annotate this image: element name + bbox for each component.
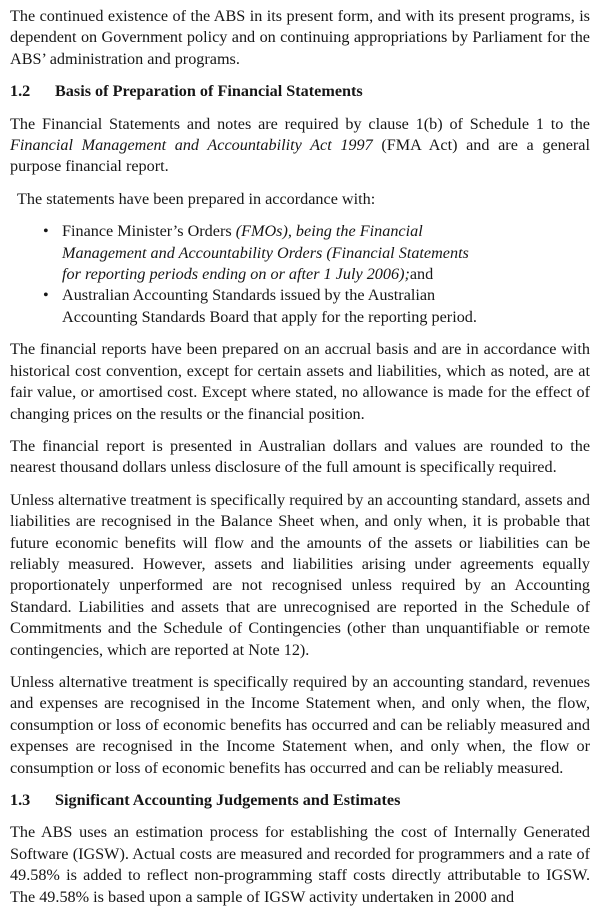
paragraph bbox=[10, 339, 590, 425]
document-body bbox=[10, 6, 590, 908]
paragraph bbox=[10, 436, 590, 479]
paragraph bbox=[10, 490, 590, 661]
section-number: 1.2 bbox=[10, 82, 31, 101]
section-title: Basis of Preparation of Financial Statements bbox=[55, 82, 363, 101]
paragraph bbox=[10, 189, 590, 210]
bullet-marker-icon: • bbox=[43, 286, 49, 305]
paragraph bbox=[10, 6, 590, 70]
list-item bbox=[10, 221, 590, 285]
text-segment: Financial Management and Accountability Act 1997 bbox=[10, 136, 373, 155]
text-segment: Unless alternative treatment is specifically required by an accounting standard, assets and liabilities are recognised in the Balance Sheet when, and only when, it is probable that future economic benefits will flow and the amounts of the assets or liabilities can be reliably measured. However, assets and liabilities arising under agreements equally proportionately unperformed are not recognised unless required by an Accounting Standard. Liabilities and assets that are unrecognised are reported in the Schedule of Commitments and the Schedule of Contingencies (other than unquantifiable or remote contingencies, which are reported at Note 12). bbox=[10, 490, 590, 659]
text-segment: Finance Minister’s Orders bbox=[62, 222, 236, 241]
text-segment: The financial report is presented in Australian dollars and values are rounded to the nearest thousand dollars unless disclosure of the full amount is specifically required. bbox=[10, 436, 590, 477]
text-segment: The financial reports have been prepared on an accrual basis and are in accordance with historical cost convention, except for certain assets and liabilities, which as noted, are at fair value, or amortised cost. Except where stated, no allowance is made for the effect of changing prices on the results or the financial position. bbox=[10, 340, 590, 423]
text-segment: Unless alternative treatment is specifically required by an accounting standard, revenues and expenses are recognised in the Income Statement when, and only when, the flow, consumption or loss of economic benefits has occurred and can be reliably measured and expenses are recognised in the Income Statement when, and only when, the flow or consumption or loss of economic benefits has occurred and can be reliably measured. bbox=[10, 672, 590, 777]
paragraph bbox=[10, 822, 590, 908]
text-segment: (FMA Act) and are a general purpose financial report. bbox=[10, 136, 590, 176]
section-heading bbox=[10, 790, 590, 811]
section-heading bbox=[10, 81, 590, 102]
paragraph bbox=[10, 672, 590, 779]
text-segment: The continued existence of the ABS in its present form, and with its present programs, is dependent on Government policy and on continuing appropriations by Parliament for the ABS’ administration and programs. bbox=[10, 7, 590, 68]
text-segment: and bbox=[409, 265, 434, 284]
bullet-list bbox=[10, 221, 590, 328]
text-segment: (FMOs), being the Financial Management and Accountability Orders (Financial Statements for reporting periods ending on or after 1 July 2006); bbox=[62, 222, 469, 284]
text-segment: The statements have been prepared in accordance with: bbox=[17, 189, 376, 208]
section-title: Significant Accounting Judgements and Estimates bbox=[55, 791, 401, 809]
bullet-marker-icon: • bbox=[43, 222, 49, 241]
text-segment: The Financial Statements and notes are required by clause 1(b) of Schedule 1 to the bbox=[10, 114, 590, 133]
section-number: 1.3 bbox=[10, 791, 31, 809]
text-segment: Australian Accounting Standards issued by the Australian Accounting Standards Board that apply for the reporting period. bbox=[62, 286, 477, 326]
paragraph bbox=[10, 114, 590, 178]
list-item bbox=[10, 285, 590, 328]
text-segment: The ABS uses an estimation process for establishing the cost of Internally Generated Software (IGSW). Actual costs are measured and recorded for programmers and a rate of 49.58% is added to reflect non-programming staff costs directly attributable to IGSW. The 49.58% is based upon a sample of IGSW activity undertaken in 2000 and bbox=[10, 823, 590, 906]
